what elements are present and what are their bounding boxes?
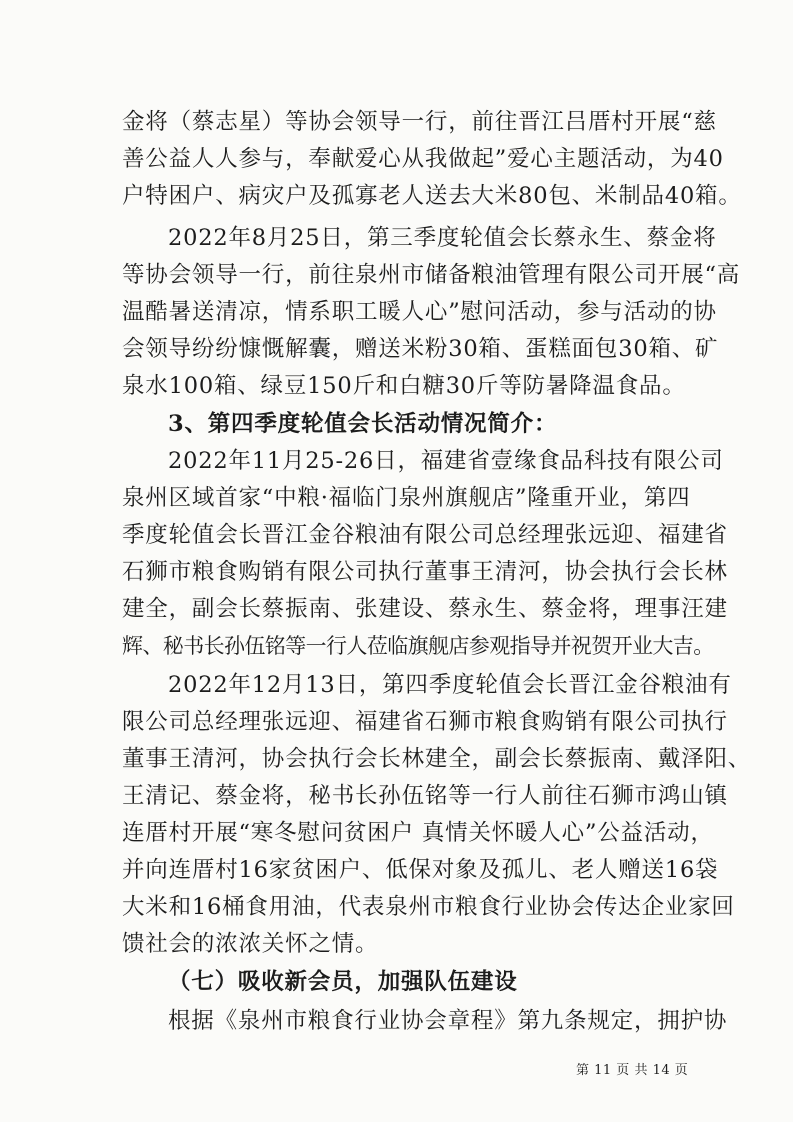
section-heading: 3、第四季度轮值会长活动情况简介： [168,411,558,437]
paragraph-line: 连厝村开展“寒冬慰问贫困户 真情关怀暖人心”公益活动， [122,820,714,846]
paragraph-line: 并向连厝村16家贫困户、低保对象及孤儿、老人赠送16袋 [122,857,719,883]
paragraph-line: 建全，副会长蔡振南、张建设、蔡永生、蔡金将，理事汪建 [122,596,728,622]
paragraph-line: 董事王清河，协会执行会长林建全，副会长蔡振南、戴泽阳、 [122,746,752,772]
paragraph-line: 户特困户、病灾户及孤寡老人送去大米80包、米制品40箱。 [122,183,742,209]
paragraph-line: 季度轮值会长晋江金谷粮油有限公司总经理张远迎、福建省 [122,522,728,548]
paragraph-line: 泉水100箱、绿豆150斤和白糖30斤等防暑降温食品。 [122,373,686,399]
section-heading: （七）吸收新会员，加强队伍建设 [168,969,518,995]
paragraph-line: 会领导纷纷慷慨解囊，赠送米粉30箱、蛋糕面包30箱、矿 [122,336,719,362]
paragraph-line: 馈社会的浓浓关怀之情。 [122,931,379,957]
page-number: 第 11 页 共 14 页 [576,1063,689,1078]
paragraph-line: 限公司总经理张远迎、福建省石狮市粮食购销有限公司执行 [122,709,728,735]
paragraph-line: 金将（蔡志星）等协会领导一行，前往晋江吕厝村开展“慈 [122,109,717,135]
paragraph-line: 石狮市粮食购销有限公司执行董事王清河，协会执行会长林 [122,559,728,585]
paragraph-line: 温酷暑送清凉，情系职工暖人心”慰问活动，参与活动的协 [122,299,717,325]
paragraph-line: 等协会领导一行，前往泉州市储备粮油管理有限公司开展“高 [122,262,741,288]
paragraph-line: 泉州区域首家“中粮·福临门泉州旗舰店”隆重开业，第四 [122,485,691,511]
paragraph-line: 善公益人人参与，奉献爱心从我做起”爱心主题活动，为40 [122,146,724,172]
paragraph-line: 辉、秘书长孙伍铭等一行人莅临旗舰店参观指导并祝贺开业大吉。 [122,634,714,658]
paragraph-line: 2022年12月13日，第四季度轮值会长晋江金谷粮油有 [168,672,732,698]
paragraph-line: 根据《泉州市粮食行业协会章程》第九条规定，拥护协 [168,1008,728,1034]
paragraph-line: 2022年11月25-26日，福建省壹缘食品科技有限公司 [168,448,724,474]
paragraph-line: 王清记、蔡金将，秘书长孙伍铭等一行人前往石狮市鸿山镇 [122,783,728,809]
paragraph-line: 2022年8月25日，第三季度轮值会长蔡永生、蔡金将 [168,225,717,251]
paragraph-line: 大米和16桶食用油，代表泉州市粮食行业协会传达企业家回 [122,894,735,920]
